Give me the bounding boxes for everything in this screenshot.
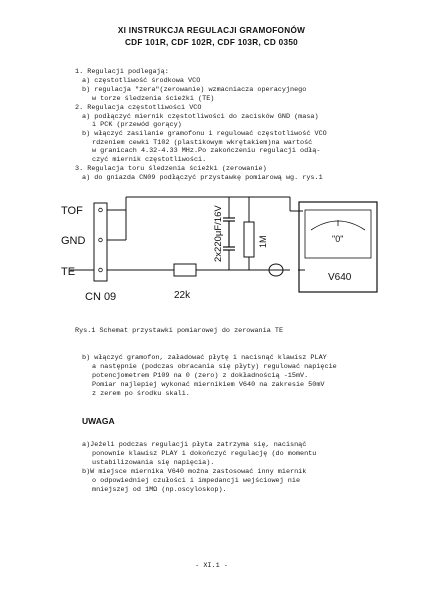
uwaga-a-line-2: ponownie klawisz PLAY i dokończyć regulację (do momentu	[92, 450, 317, 458]
step-b-line-1: b) włączyć gramofon, załadować płytę i nacisnąć klawisz PLAY	[82, 354, 327, 362]
label-tof: TOF	[61, 205, 83, 217]
label-cn09: CN 09	[85, 291, 117, 303]
pin-tof-hole	[99, 208, 103, 212]
step-b-line-4: Pomiar najlepiej wykonać miernikiem V640 na zakresie 50mV	[92, 381, 325, 389]
page-number: - XI.1 -	[195, 562, 228, 570]
pin-te-hole	[99, 268, 103, 272]
section2-line-3: i PCK (przewód gorący)	[92, 121, 182, 129]
label-22k: 22k	[174, 290, 191, 301]
section3-line-1: 3. Regulacja toru śledzenia ścieżki (zerowanie)	[75, 165, 267, 173]
section2-line-2: a) podłączyć miernik częstotliwości do zacisków GND (masa)	[82, 113, 319, 121]
title-line-1: XI INSTRUKCJA REGULACJI GRAMOFONÓW	[117, 26, 306, 35]
uwaga-heading: UWAGA	[82, 416, 115, 426]
step-b-line-2: a następnie (podczas obracania się płyty) regulować napięcie	[92, 363, 337, 371]
uwaga-a-line-1: a)Jeżeli podczas regulacji płyta zatrzyma się, nacisnąć	[82, 441, 307, 449]
uwaga-b-line-3: mniejszej od 1MΩ (np.oscyloskop).	[92, 486, 227, 494]
label-1m: 1M	[258, 235, 268, 248]
section2-line-4: b) włączyć zasilanie gramofonu i regulować częstotliwość VCO	[82, 130, 327, 138]
section1-line-3: b) regulacja "zera"(zerowanie) wzmacniacza operacyjnego	[82, 86, 307, 94]
section1-line-2: a) częstotliwość środkowa VCO	[82, 77, 201, 85]
label-capacitor: 2x220μF/16V	[213, 205, 224, 262]
label-te: TE	[61, 266, 76, 278]
uwaga-b-line-1: b)W miejsce miernika V640 można zastosować inny miernik	[82, 468, 307, 476]
label-gnd: GND	[61, 235, 86, 247]
pin-gnd-hole	[99, 238, 103, 242]
section1-line-4: w torze śledzenia ścieżki (TE)	[92, 95, 215, 103]
label-v640: V640	[328, 272, 352, 283]
uwaga-b-line-2: o odpowiedniej czułości i impedancji wejściowej nie	[92, 477, 301, 485]
resistor-1m	[244, 222, 254, 257]
uwaga-a-line-3: ustabilizowania się napięcia).	[92, 459, 215, 467]
step-b-line-3: potencjometrem P109 na 0 (zero) z dokładnością -15mV.	[92, 372, 309, 380]
section2-line-5: rdzeniem cewki T102 (plastikowym wkrętakiem)na wartość	[92, 139, 313, 147]
title-line-2: CDF 101R, CDF 102R, CDF 103R, CD 0350	[124, 38, 299, 47]
section2-line-6: w granicach 4.32-4.33 MHz.Po zakończeniu regulacji odłą-	[92, 147, 321, 155]
section2-line-7: czyć miernik częstotliwości.	[92, 156, 207, 164]
section2-line-1: 2. Regulacja częstotliwości VCO	[75, 104, 202, 112]
figure-caption: Rys.1 Schemat przystawki pomiarowej do zerowania TE	[75, 327, 284, 335]
section1-line-1: 1. Regulacji podlegają:	[75, 68, 169, 76]
capacitor-pair	[223, 218, 235, 250]
section3-line-2: a) do gniazda CN09 podłączyć przystawkę pomiarową wg. rys.1	[82, 174, 323, 182]
label-meter-zero: "0"	[332, 234, 344, 244]
resistor-22k	[174, 264, 196, 276]
step-b-line-5: z zerem po środku skali.	[92, 390, 190, 398]
